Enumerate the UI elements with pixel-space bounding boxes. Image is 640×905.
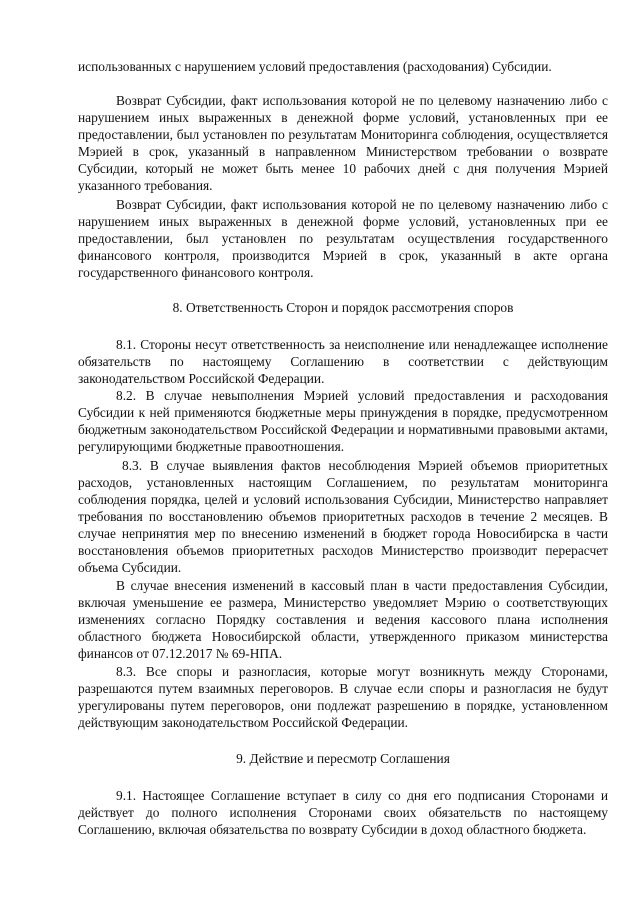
paragraph-text: 8.3. Все споры и разногласия, которые могут возникнуть между Сторонами, разрешаются путем взаимных переговоров. В случае если споры и разногласия не будут урегулированы путем переговоров, они подлежат разрешению в порядке, установленном действующим законодательством Российской Федерации. [78,664,608,730]
section-heading: 9. Действие и пересмотр Соглашения [236,751,450,766]
paragraph-text: 8.2. В случае невыполнения Мэрией условий предоставления и расходования Субсидии к ней применяются бюджетные меры принуждения в порядке, предусмотренном бюджетным законодательством Российской Федерации и нормативными правовыми актами, регулирующими бюджетные правоотношения. [78,388,608,454]
paragraph-text: 9.1. Настоящее Соглашение вступает в силу со дня его подписания Сторонами и действует до полного исполнения Сторонами своих обязательств по настоящему Соглашению, включая обязательства по возврату Субсидии в доход областного бюджета. [78,788,608,837]
clause-8-3-disputes [78,663,608,731]
paragraph-refund-control [78,196,608,281]
paragraph-text: 8.1. Стороны несут ответственность за неисполнение или ненадлежащее исполнение обязательств по настоящему Соглашению в соответствии с действующим законодательством Российской Федерации. [78,337,608,386]
clause-8-1 [78,336,608,387]
clause-8-3-priority [78,457,608,576]
section-8-heading [78,299,608,316]
paragraph-text: Возврат Субсидии, факт использования которой не по целевому назначению либо с нарушением иных выраженных в денежной форме условий, установленных при ее предоставлении, был установлен по результатам осуществления государственного финансового контроля, производится Мэрией в срок, указанный в акте органа государственного финансового контроля. [78,197,608,280]
paragraph-text: использованных с нарушением условий предоставления (расходования) Субсидии. [78,59,552,74]
section-heading: 8. Ответственность Сторон и порядок рассмотрения споров [172,300,514,315]
paragraph-continuation [78,58,608,75]
paragraph-text: 8.3. В случае выявления фактов несоблюдения Мэрией объемов приоритетных расходов, установленных настоящим Соглашением, по результатам мониторинга соблюдения порядка, целей и условий использования Субсидии, Министерство направляет требования по восстановлению объемов приоритетных расходов в течение 2 месяцев. В случае непринятия мер по внесению изменений в бюджет города Новосибирска в части восстановления объемов приоритетных расходов Министерство производит перерасчет объема Субсидии. [78,458,608,575]
clause-9-1 [78,787,608,838]
paragraph-refund-monitoring [78,92,608,194]
clause-8-2 [78,387,608,455]
paragraph-text: В случае внесения изменений в кассовый план в части предоставления Субсидии, включая уменьшение ее размера, Министерство уведомляет Мэрию о соответствующих изменениях согласно Порядку составления и ведения кассового плана исполнения областного бюджета Новосибирской области, утвержденного приказом министерства финансов от 07.12.2017 № 69-НПА. [78,578,608,661]
paragraph-cash-plan [78,577,608,662]
paragraph-text: Возврат Субсидии, факт использования которой не по целевому назначению либо с нарушением иных выраженных в денежной форме условий, установленных при ее предоставлении, был установлен по результатам Мониторинга соблюдения, осуществляется Мэрией в срок, указанный в направленном Министерством требовании о возврате Субсидии, который не может быть менее 10 рабочих дней с дня получения Мэрией указанного требования. [78,93,608,193]
section-9-heading [78,750,608,767]
